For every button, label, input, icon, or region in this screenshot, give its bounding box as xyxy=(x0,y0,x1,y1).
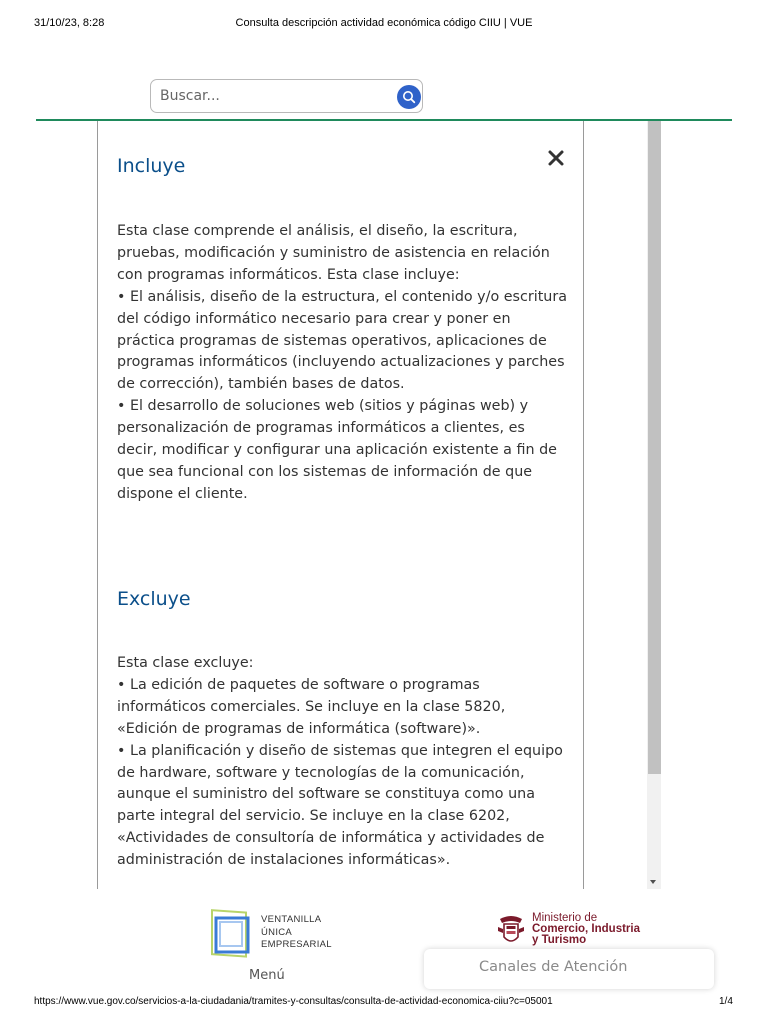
print-date: 31/10/23, 8:28 xyxy=(34,17,105,29)
excluye-paragraph: Esta clase excluye: xyxy=(117,655,254,671)
incluye-title: Incluye xyxy=(117,155,186,177)
ministry-logo-text xyxy=(532,913,640,946)
vue-logo-text xyxy=(261,914,332,952)
ministry-line-3: y Turismo xyxy=(532,934,587,946)
vue-line-1: VENTANILLA xyxy=(261,914,322,925)
scrollbar-thumb[interactable] xyxy=(648,121,661,774)
incluye-paragraph: • El análisis, diseño de la estructura, el contenido y/o escritura del código informático necesario para crear y poner en práctica programas de sistemas operativos, aplicaciones de programas informáticos (incluyendo actualizaciones y parches de corrección), también bases de datos. xyxy=(117,288,568,393)
scroll-down-arrow-icon[interactable] xyxy=(650,880,656,884)
search-box xyxy=(150,79,423,113)
print-url: https://www.vue.gov.co/servicios-a-la-ciudadania/tramites-y-consultas/consulta-de-actividad-economica-ciiu?c=05001 xyxy=(34,996,553,1007)
print-page-number: 1/4 xyxy=(719,996,733,1007)
ministry-line-1: Ministerio de xyxy=(532,912,598,924)
ministry-line-2: Comercio, Industria xyxy=(532,923,640,935)
close-button[interactable] xyxy=(546,148,566,168)
vue-logo-icon xyxy=(210,908,258,960)
vue-line-3: EMPRESARIAL xyxy=(261,939,332,950)
print-title: Consulta descripción actividad económica código CIIU | VUE xyxy=(235,17,533,29)
search-input[interactable] xyxy=(160,80,390,112)
print-header xyxy=(0,0,768,40)
close-icon xyxy=(546,148,566,168)
incluye-body xyxy=(117,221,567,506)
activity-detail-modal xyxy=(97,121,584,889)
search-icon xyxy=(402,90,416,104)
excluye-paragraph: • La planificación y diseño de sistemas que integren el equipo de hardware, software y tecnologías de la comunicación, aunque el suministro del software se constituya como una parte integral del servicio. Se incluye en la clase 6202, «Actividades de consultoría de informática y actividades de administración de instalaciones informáticas». xyxy=(117,742,563,869)
incluye-paragraph: Esta clase comprende el análisis, el diseño, la escritura, pruebas, modificación y suministro de asistencia en relación con programas informáticos. Esta clase incluye: xyxy=(117,223,550,283)
search-button[interactable] xyxy=(397,85,421,109)
excluye-body xyxy=(117,653,567,872)
print-footer xyxy=(0,994,768,1014)
excluye-paragraph: • La edición de paquetes de software o programas informáticos comerciales. Se incluye en la clase 5820, «Edición de programas de informática (software)». xyxy=(117,676,506,737)
incluye-paragraph: • El desarrollo de soluciones web (sitios y páginas web) y personalización de programas informáticos a clientes, es decir, modificar y configurar una aplicación existente a fin de que sea funcional con los sistemas de información de que dispone el cliente. xyxy=(117,398,557,502)
menu-button[interactable]: Menú xyxy=(249,968,285,983)
vue-line-2: ÚNICA xyxy=(261,926,293,938)
canales-atencion-button[interactable] xyxy=(424,949,714,989)
coat-of-arms-icon xyxy=(494,913,528,949)
canales-atencion-label: Canales de Atención xyxy=(479,959,628,975)
excluye-title: Excluye xyxy=(117,588,191,610)
